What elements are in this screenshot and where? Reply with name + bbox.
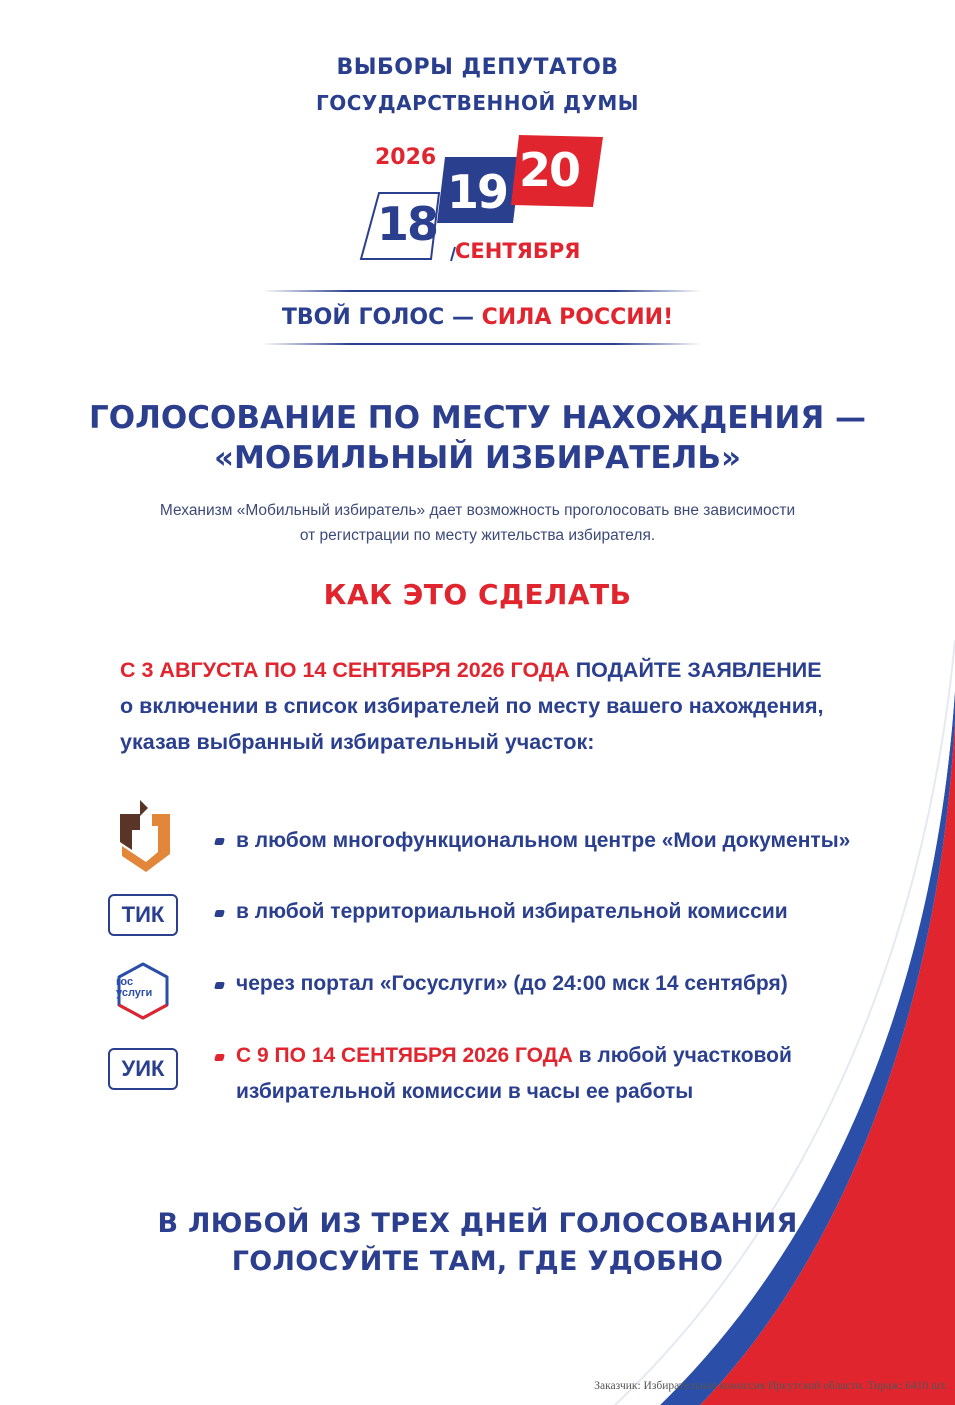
gosuslugi-logo-icon (112, 960, 174, 1022)
tik-badge: ТИК (108, 894, 178, 936)
header-line1: ВЫБОРЫ ДЕПУТАТОВ (336, 55, 619, 80)
instructions-line1 (120, 652, 860, 688)
main-title-line2: «МОБИЛЬНЫЙ ИЗБИРАТЕЛЬ» (214, 440, 741, 476)
logo-year: 2026 (375, 145, 437, 170)
instructions-action: ПОДАЙТЕ ЗАЯВЛЕНИЕ (569, 658, 822, 682)
main-title-line1: ГОЛОСОВАНИЕ ПО МЕСТУ НАХОЖДЕНИЯ — (89, 400, 866, 436)
option-uik-dates: С 9 ПО 14 СЕНТЯБРЯ 2026 ГОДА (236, 1044, 573, 1067)
slogan-line-bottom (262, 343, 702, 345)
option-uik-text: в любой участковой (572, 1044, 792, 1067)
mfc-logo-icon (118, 800, 174, 874)
gosuslugi-logo-text1: гос (116, 976, 134, 988)
instructions-dates: С 3 АВГУСТА ПО 14 СЕНТЯБРЯ 2026 ГОДА (120, 658, 570, 682)
option-uik-line2: избирательной комиссии в часы ее работы (236, 1080, 694, 1103)
option-mfc-text: в любом многофункциональном центре «Мои документы» (236, 829, 851, 852)
option-uik-line1 (236, 1037, 896, 1074)
option-tik-text: в любой территориальной избирательной комиссии (236, 900, 788, 923)
header-line2: ГОСУДАРСТВЕННОЙ ДУМЫ (315, 91, 640, 115)
slogan-part1: ТВОЙ ГОЛОС — (281, 305, 482, 330)
gosuslugi-logo-text2: услуги (116, 987, 153, 999)
instructions-line2: о включении в список избирателей по месту вашего нахождения, (120, 694, 824, 718)
slogan-line-top (262, 290, 702, 292)
closing-line1: В ЛЮБОЙ ИЗ ТРЕХ ДНЕЙ ГОЛОСОВАНИЯ (157, 1208, 798, 1239)
how-title: КАК ЭТО СДЕЛАТЬ (323, 578, 632, 611)
logo-month: СЕНТЯБРЯ (455, 239, 581, 263)
logo-day-20: 20 (519, 143, 580, 197)
slogan (0, 305, 955, 330)
election-dates-logo (355, 135, 605, 265)
option-gosuslugi-text: через портал «Госуслуги» (до 24:00 мск 14 сентября) (236, 972, 788, 995)
logo-day-19: 19 (447, 165, 508, 219)
slogan-part2: СИЛА РОССИИ! (481, 305, 674, 330)
closing-line2: ГОЛОСУЙТЕ ТАМ, ГДЕ УДОБНО (231, 1246, 724, 1277)
description-line2: от регистрации по месту жительства избирателя. (299, 527, 656, 544)
instructions-line3: указав выбранный избирательный участок: (120, 730, 595, 754)
footer-imprint: Заказчик: Избирательная комиссия Иркутской области. Тираж: 6410 шт. (594, 1380, 947, 1392)
logo-day-18: 18 (377, 197, 438, 251)
uik-badge: УИК (108, 1048, 178, 1090)
description-line1: Механизм «Мобильный избиратель» дает возможность проголосовать вне зависимости (159, 502, 796, 519)
